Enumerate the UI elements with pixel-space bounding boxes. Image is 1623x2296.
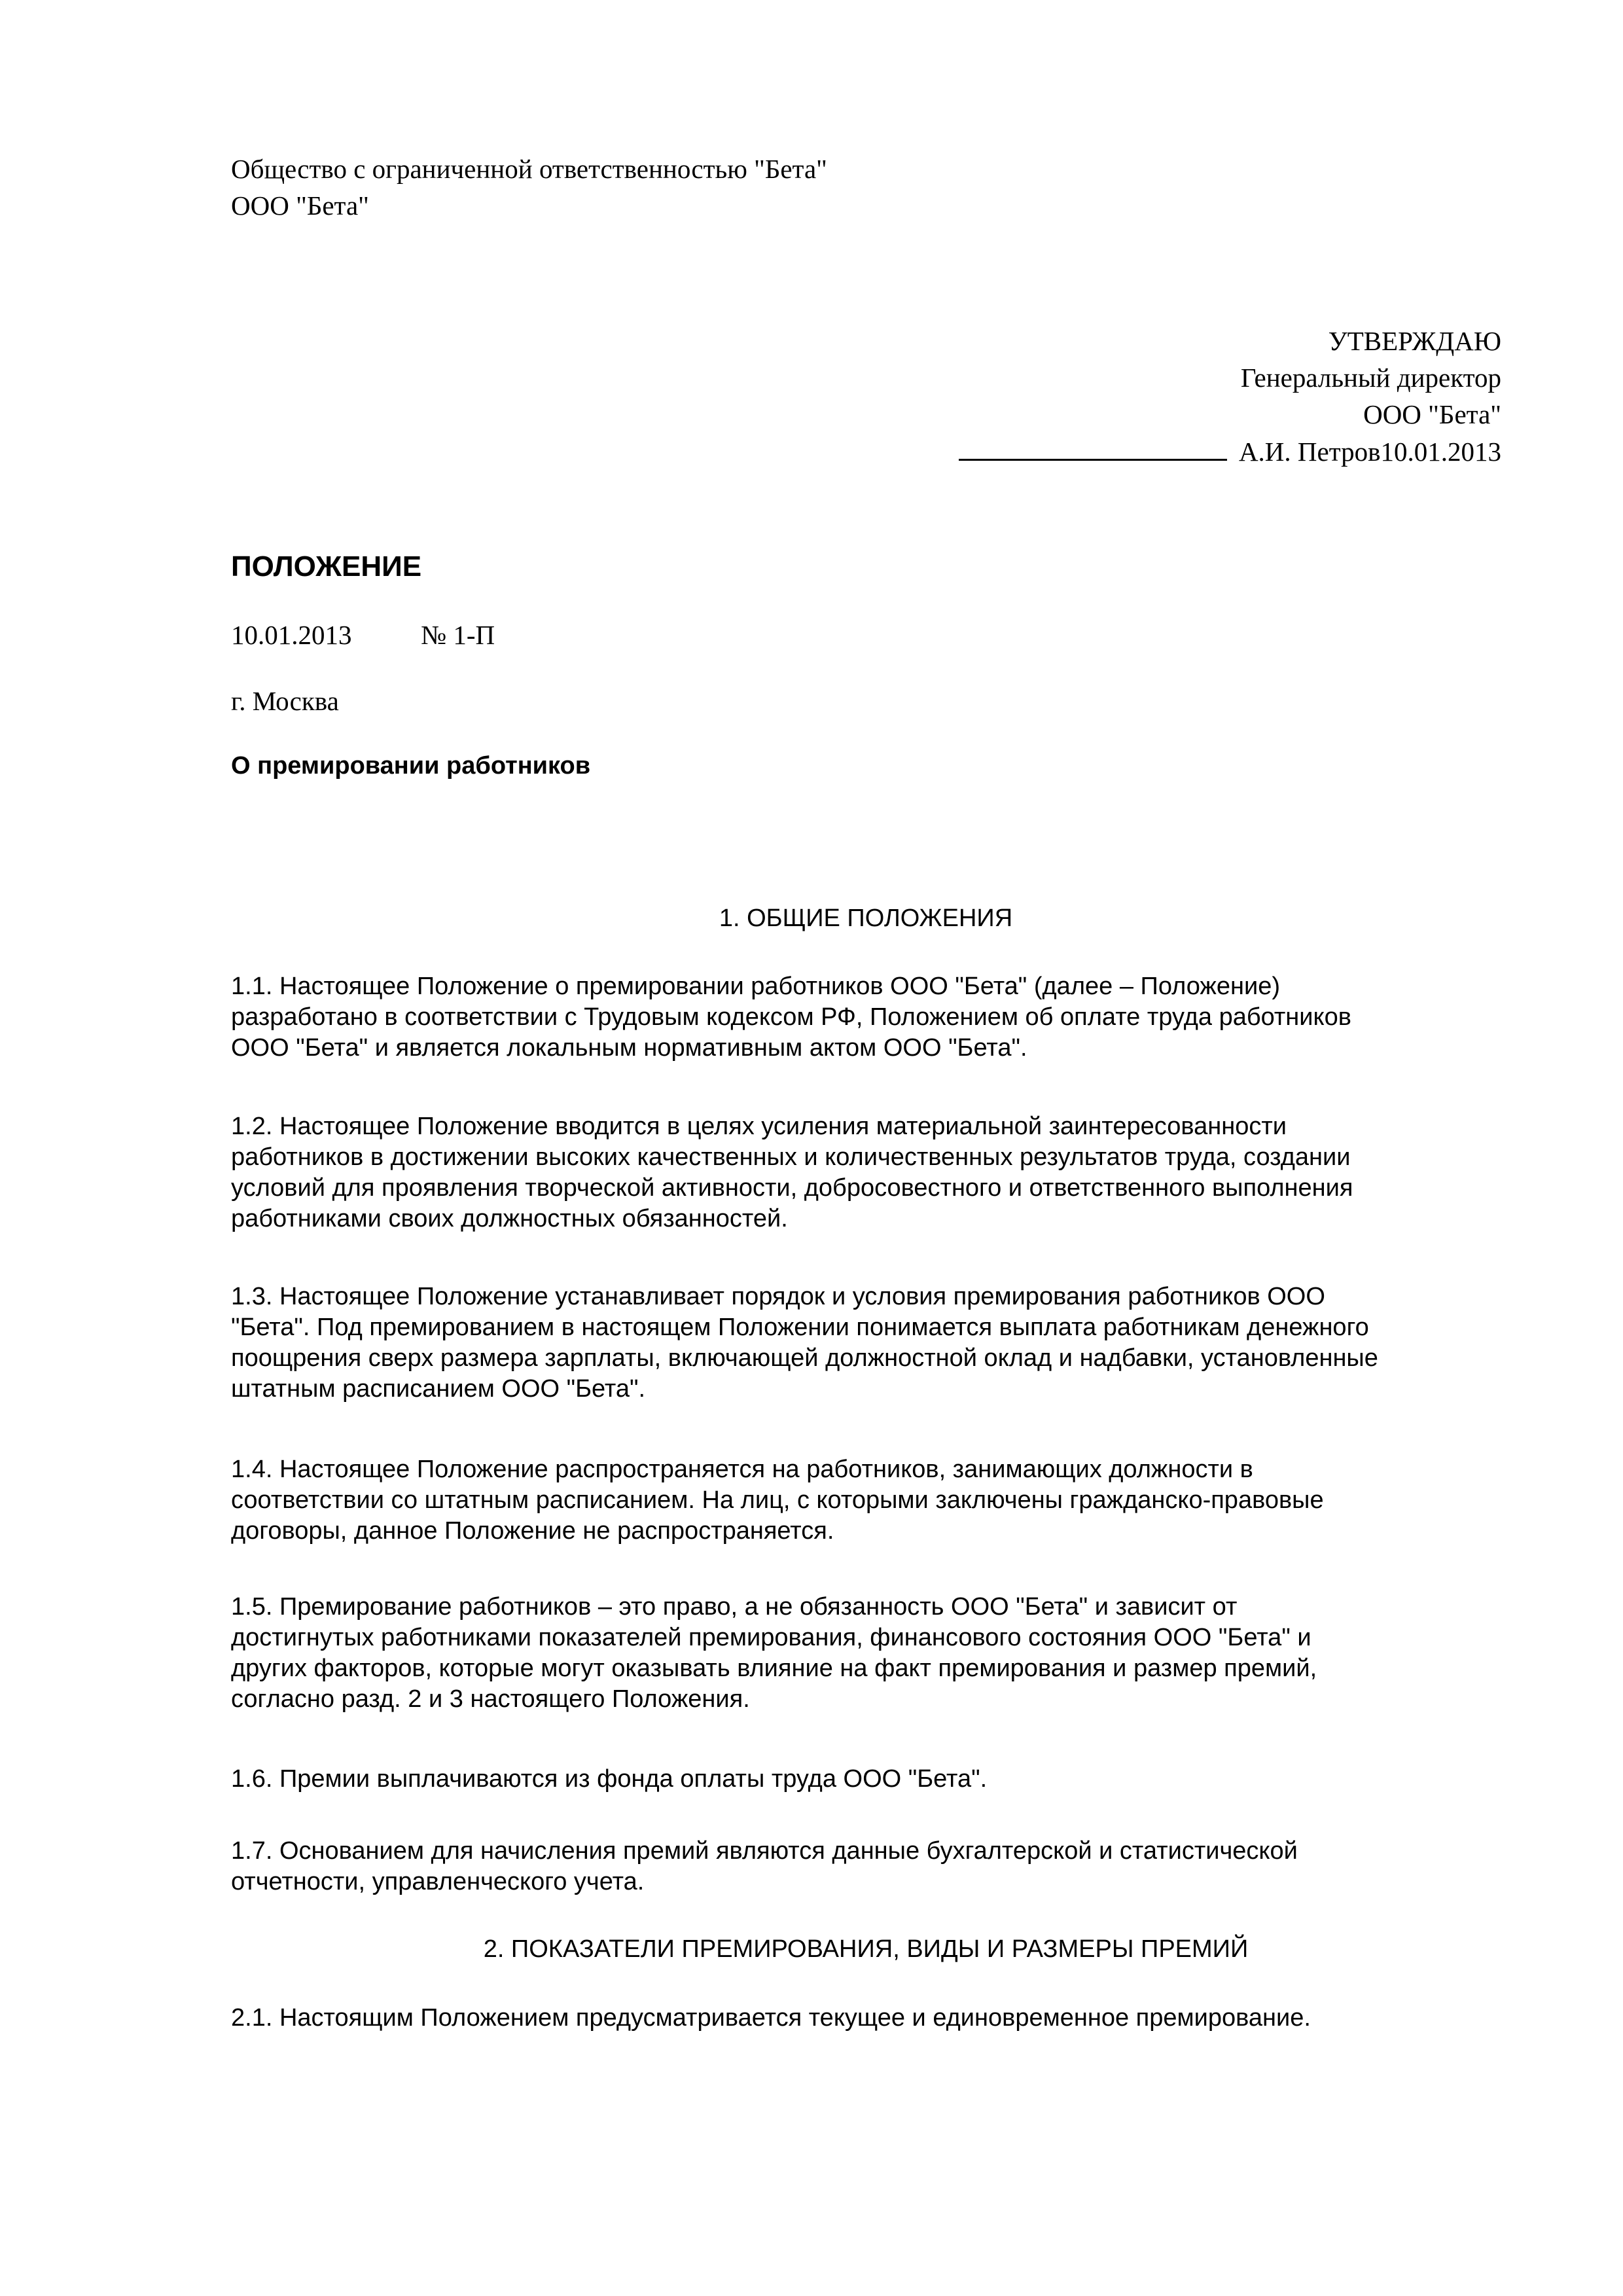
document-subject: О премировании работников [231,752,591,780]
paragraph-line: разработано в соответствии с Трудовым кодексом РФ, Положением об оплате труда работников [231,1003,1351,1031]
paragraph-line: штатным расписанием ООО "Бета". [231,1375,646,1403]
paragraph-line: достигнутых работниками показателей премирования, финансового состояния ООО "Бета" и [231,1624,1311,1651]
paragraph-1-7 [231,1836,1501,1897]
paragraph-1-4 [231,1454,1501,1547]
document-date: 10.01.2013 [231,620,352,650]
paragraph-line: ООО "Бета" и является локальным нормативным актом ООО "Бета". [231,1034,1027,1062]
paragraph-line: 1.2. Настоящее Положение вводится в целях усиления материальной заинтересованности [231,1113,1287,1140]
document-number: № 1-П [421,620,495,650]
paragraph-1-6 [231,1764,1501,1795]
paragraph-line: 1.6. Премии выплачиваются из фонда оплаты труда ООО "Бета". [231,1765,988,1793]
approval-title: УТВЕРЖДАЮ [1328,326,1501,356]
paragraph-line: отчетности, управленческого учета. [231,1868,645,1895]
paragraph-1-2 [231,1111,1501,1234]
paragraph-line: "Бета". Под премированием в настоящем Положении понимается выплата работникам денежного [231,1314,1369,1341]
organization-block [231,151,1278,224]
paragraph-line: поощрения сверх размера зарплаты, включающей должностной оклад и надбавки, установленные [231,1344,1378,1372]
paragraph-line: условий для проявления творческой активности, добросовестного и ответственного выполнения [231,1174,1353,1202]
paragraph-line: 2.1. Настоящим Положением предусматривается текущее и единовременное премирование. [231,2004,1311,2032]
approval-signature: А.И. Петров10.01.2013 [1238,437,1501,467]
approval-signature-row [716,433,1501,470]
approval-block [716,323,1501,470]
paragraph-line: 1.5. Премирование работников – это право, а не обязанность ООО "Бета" и зависит от [231,1593,1238,1621]
approval-company: ООО "Бета" [1363,399,1501,429]
section-1-heading: 1. ОБЩИЕ ПОЛОЖЕНИЯ [719,905,1013,932]
paragraph-line: работников в достижении высоких качественных и количественных результатов труда, создании [231,1143,1351,1171]
paragraph-line: договоры, данное Положение не распространяется. [231,1517,834,1545]
section-2-heading: 2. ПОКАЗАТЕЛИ ПРЕМИРОВАНИЯ, ВИДЫ И РАЗМЕРЫ ПРЕМИЙ [483,1935,1249,1963]
paragraph-2-1 [231,2003,1501,2034]
paragraph-1-1 [231,971,1501,1064]
paragraph-line: соответствии со штатным расписанием. На лиц, с которыми заключены гражданско-правовые [231,1486,1324,1514]
paragraph-line: 1.4. Настоящее Положение распространяется на работников, занимающих должности в [231,1456,1253,1483]
paragraph-1-3 [231,1282,1501,1405]
paragraph-line: работниками своих должностных обязанностей. [231,1205,788,1232]
document-type: ПОЛОЖЕНИЕ [231,550,422,583]
paragraph-line: других факторов, которые могут оказывать влияние на факт премирования и размер премий, [231,1655,1317,1682]
signature-line [959,433,1227,461]
paragraph-1-5 [231,1592,1501,1715]
approval-position: Генеральный директор [1240,363,1501,393]
paragraph-line: 1.7. Основанием для начисления премий являются данные бухгалтерской и статистической [231,1837,1298,1865]
paragraph-line: 1.3. Настоящее Положение устанавливает порядок и условия премирования работников ООО [231,1283,1325,1310]
paragraph-line: согласно разд. 2 и 3 настоящего Положения. [231,1685,750,1713]
paragraph-line: 1.1. Настоящее Положение о премировании работников ООО "Бета" (далее – Положение) [231,973,1280,1000]
organization-full-name: Общество с ограниченной ответственностью "Бета" [231,154,827,184]
document-city: г. Москва [231,686,339,716]
organization-short-name: ООО "Бета" [231,190,369,221]
